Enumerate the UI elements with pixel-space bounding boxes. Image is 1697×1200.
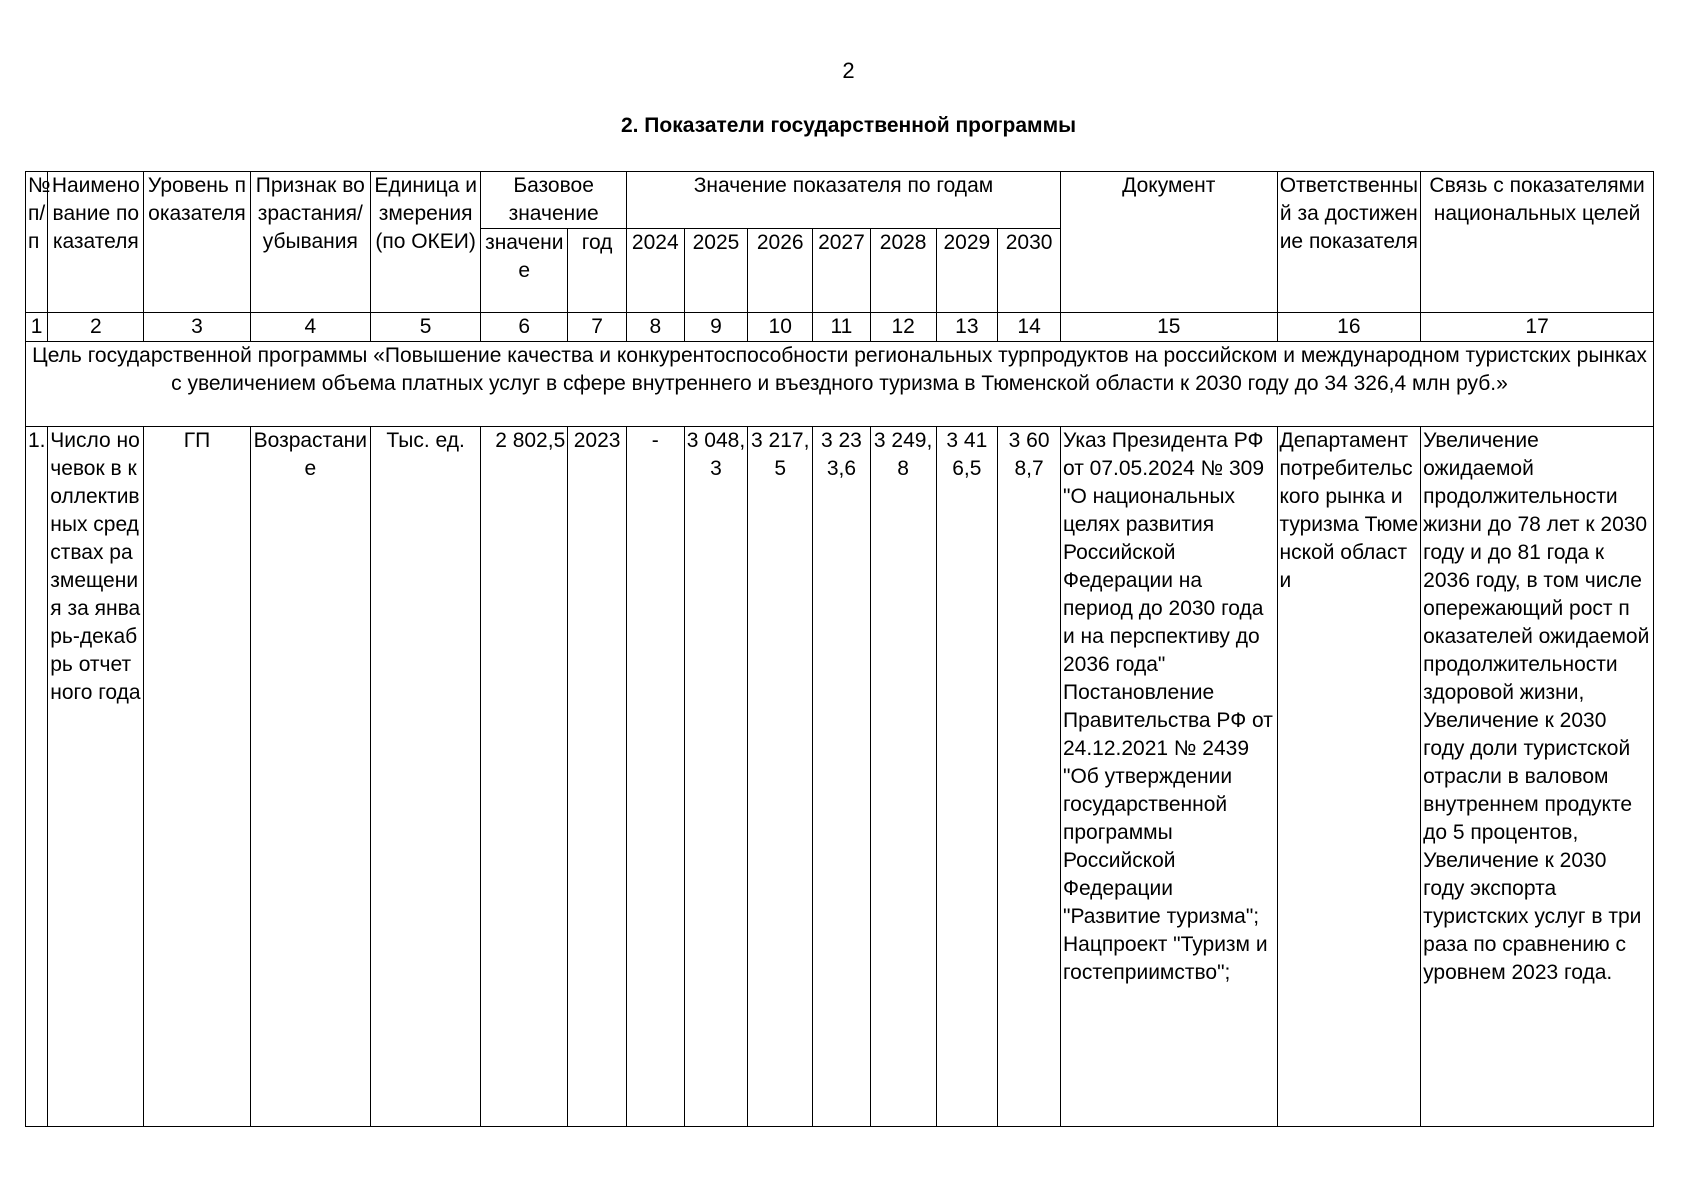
column-number-row [26,313,1654,342]
column-number: 1 [26,313,48,342]
header-link: Связь с показателями национальных целей [1421,172,1654,313]
column-number: 3 [144,313,250,342]
header-document: Документ [1060,172,1277,313]
indicator-level: ГП [144,427,250,1127]
header-base: Базовое значение [481,172,627,229]
document-reference: Указ Президента РФ от 07.05.2024 № 309 "О национальных целях развития Российской Федерации на период до 2030 года и на перспективу до 2036 года" Постановление Правительства РФ от 24.12.2021 № 2439 "Об утверждении государственной программы Российской Федерации "Развитие туризма"; Нацпроект "Туризм и гостеприимство"; [1060,427,1277,1127]
header-base-year: год [568,229,627,313]
value-2025: 3 048,3 [684,427,748,1127]
value-2024: - [626,427,684,1127]
column-number: 5 [370,313,480,342]
base-year: 2023 [568,427,627,1127]
header-sign: Признак возрастания/ убывания [250,172,370,313]
header-year: 2025 [684,229,748,313]
header-row-1 [26,172,1654,229]
header-num: № п/п [26,172,48,313]
column-number: 13 [936,313,998,342]
column-number: 17 [1421,313,1654,342]
column-number: 15 [1060,313,1277,342]
header-base-value: значение [481,229,568,313]
program-goal: Цель государственной программы «Повышение качества и конкурентоспособности региональных турпродуктов на российском и международном туристских рынках с увеличением объема платных услуг в сфере внутреннего и въездного туризма в Тюменской области к 2030 году до 34 326,4 млн руб.» [26,342,1654,427]
table-row [26,427,1654,1127]
column-number: 16 [1277,313,1421,342]
header-year: 2027 [813,229,871,313]
column-number: 4 [250,313,370,342]
header-year: 2029 [936,229,998,313]
value-2028: 3 249,8 [870,427,936,1127]
page-title: 2. Показатели государственной программы [620,114,1077,137]
header-year: 2026 [748,229,813,313]
value-2029: 3 416,5 [936,427,998,1127]
value-2027: 3 233,6 [813,427,871,1127]
indicators-table [25,171,1654,1127]
national-goals-link: Увеличение ожидаемой продолжительности жизни до 78 лет к 2030 году и до 81 года к 2036 году, в том числе опережающий рост п оказателей ожидаемой продолжительности здоровой жизни, Увеличение к 2030 году доли туристской отрасли в валовом внутреннем продукте до 5 процентов, Увеличение к 2030 году экспорта туристских услуг в три раза по сравнению с уровнем 2023 года. [1421,427,1654,1127]
column-number: 2 [48,313,144,342]
value-2026: 3 217,5 [748,427,813,1127]
column-number: 6 [481,313,568,342]
value-2030: 3 608,7 [998,427,1061,1127]
goal-row [26,342,1654,427]
page-number: 2 [842,58,855,83]
base-value: 2 802,5 [481,427,568,1127]
header-year: 2030 [998,229,1061,313]
column-number: 7 [568,313,627,342]
header-year: 2024 [626,229,684,313]
column-number: 12 [870,313,936,342]
column-number: 11 [813,313,871,342]
indicator-unit: Тыс. ед. [370,427,480,1127]
column-number: 10 [748,313,813,342]
indicator-sign: Возрастание [250,427,370,1127]
row-num: 1. [26,427,48,1127]
column-number: 9 [684,313,748,342]
header-year: 2028 [870,229,936,313]
header-unit: Единица измерения (по ОКЕИ) [370,172,480,313]
header-name: Наименование показателя [48,172,144,313]
header-values-by-year: Значение показателя по годам [626,172,1060,229]
indicator-name: Число ночевок в коллективных средствах размещения за январь-декабрь отчетного года [48,427,144,1127]
column-number: 8 [626,313,684,342]
header-level: Уровень показателя [144,172,250,313]
column-number: 14 [998,313,1061,342]
responsible-department: Департамент потребительского рынка и туризма Тюменской области [1277,427,1421,1127]
header-responsible: Ответственный за достижение показателя [1277,172,1421,313]
